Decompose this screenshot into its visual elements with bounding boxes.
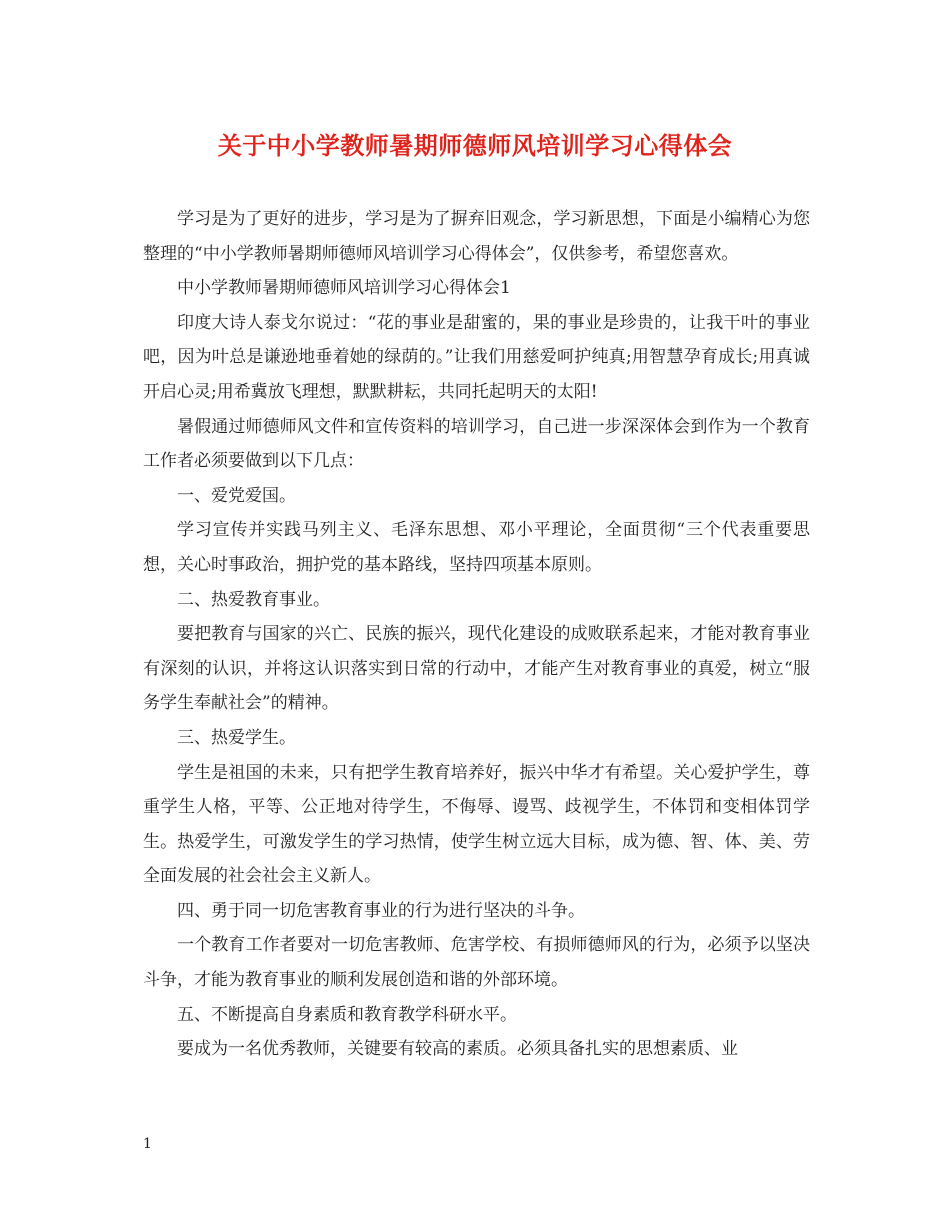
section-heading: 中小学教师暑期师德师风培训学习心得体会1 [177,278,511,299]
paragraph: 印度大诗人泰戈尔说过：“花的事业是甜蜜的，果的事业是珍贵的，让我干叶的事业吧，因为叶总是谦逊地垂着她的绿荫的。”让我们用慈爱呵护纯真;用智慧孕育成长;用真诚开启心灵;用希冀放飞理想，默默耕耘，共同托起明天的太阳! [143,312,810,402]
paragraph: 要成为一名优秀教师，关键要有较高的素质。必须具备扎实的思想素质、业 [177,1039,738,1060]
page-number: 1 [143,1136,152,1152]
document-body [143,202,810,1067]
list-heading: 二、热爱教育事业。 [177,589,330,610]
paragraph: 学习是为了更好的进步，学习是为了摒弃旧观念，学习新思想，下面是小编精心为您整理的“中小学教师暑期师德师风培训学习心得体会”，仅供参考，希望您喜欢。 [143,209,810,264]
list-heading: 四、勇于同一切危害教育事业的行为进行坚决的斗争。 [177,900,585,921]
document-title: 关于中小学教师暑期师德师风培训学习心得体会 [217,131,733,160]
paragraph: 学生是祖国的未来，只有把学生教育培养好，振兴中华才有希望。关心爱护学生，尊重学生人格，平等、公正地对待学生，不侮辱、谩骂、歧视学生，不体罚和变相体罚学生。热爱学生，可激发学生的学习热情，使学生树立远大目标，成为德、智、体、美、劳全面发展的社会社会主义新人。 [143,762,810,887]
list-heading: 五、不断提高自身素质和教育教学科研水平。 [177,1004,517,1025]
paragraph: 暑假通过师德师风文件和宣传资料的培训学习，自己进一步深深体会到作为一个教育工作者必须要做到以下几点： [143,416,810,472]
paragraph: 一个教育工作者要对一切危害教师、危害学校、有损师德师风的行为，必须予以坚决斗争，才能为教育事业的顺利发展创造和谐的外部环境。 [143,935,810,991]
paragraph: 学习宣传并实践马列主义、毛泽东思想、邓小平理论，全面贯彻“三个代表重要思想，关心时事政治，拥护党的基本路线，坚持四项基本原则。 [143,520,810,575]
paragraph: 要把教育与国家的兴亡、民族的振兴，现代化建设的成败联系起来，才能对教育事业有深刻的认识，并将这认识落实到日常的行动中，才能产生对教育事业的真爱，树立“服务学生奉献社会”的精神。 [143,624,810,714]
list-heading: 三、热爱学生。 [177,727,296,748]
list-heading: 一、爱党爱国。 [177,485,296,506]
